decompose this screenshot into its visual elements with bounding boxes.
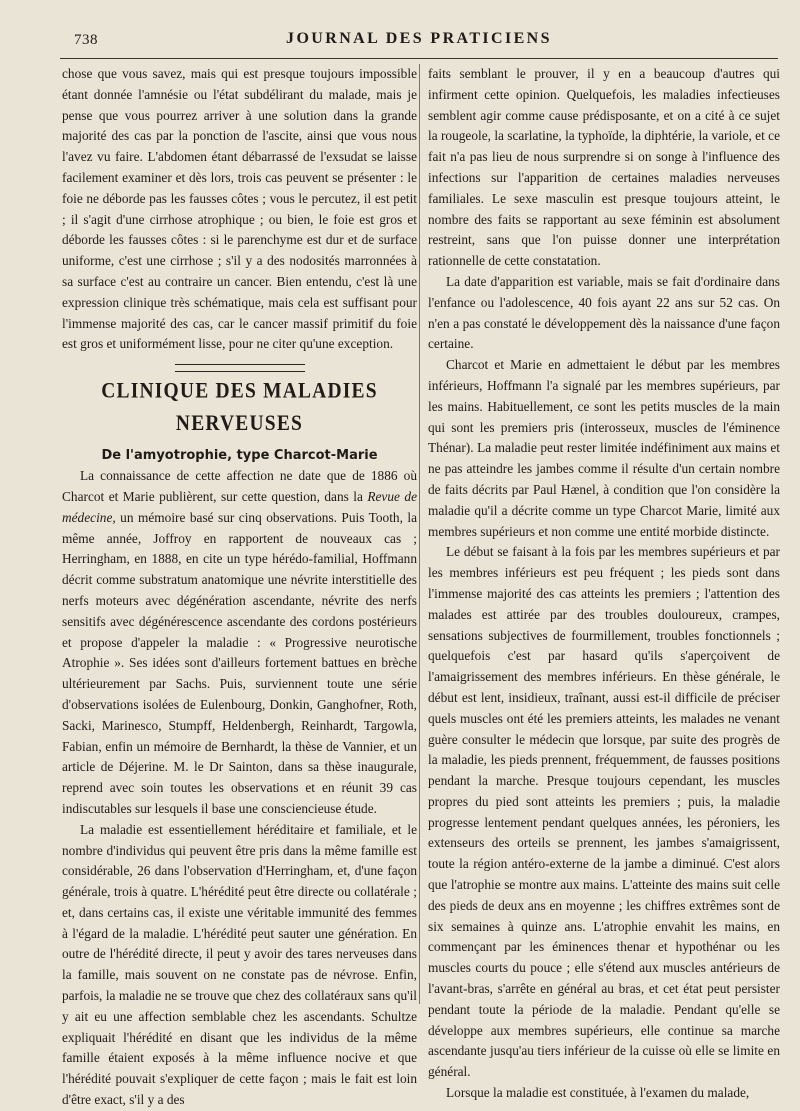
section-ornament (175, 364, 305, 372)
paragraph: faits semblant le prouver, il y en a beaucoup d'autres qui infirment cette opinion. Quelquefois, les maladies infectieuses semblent agir comme cause prédisposante, et on a cité à ce sujet la rougeole, la scarlatine, la typhoïde, la diphtérie, la variole, et ce fait n'a pas lieu de nous surprendre si on songe à l'influence des infections sur l'apparition de certaines maladies nerveuses familiales. Le sexe masculin est presque toujours atteint, le nombre des faits se rapportant au sexe féminin est absolument restreint, sans que l'on puisse donner une interprétation rationnelle de cette constatation. (428, 66, 780, 269)
paragraph: chose que vous savez, mais qui est presque toujours impossible étant donnée l'amnésie ou l'état subdélirant du malade, mais je pense que vous pourrez arriver à une solution dans la grande majorité des cas par la ponction de l'ascite, ainsi que vous nous l'avez vu faire. L'abdomen étant débarrassé de l'exsudat se laisse facilement examiner et dès lors, trois cas peuvent se présenter : le foie ne déborde pas les fausses côtes ; vous le percutez, il est petit ; il s'agit d'une cirrhose atrophique ; ou bien, le foie est gros et déborde les fausses côtes : si le parenchyme est dur et de surface uniforme, c'est une cirrhose ; s'il y a des nodosités marronnées à sa surface c'est au contraire un cancer. Bien entendu, c'est là une expression clinique très schématique, mais cela est suffisant pour l'immense majorité des cas, car le cancer massif primitif du foie est gros et uniformément lisse, pour ne citer qu'une exception. (62, 66, 417, 352)
text-run: La connaissance de cette affection ne date que de 1886 où Charcot et Marie publièrent, sur cette question, dans la (62, 468, 417, 504)
left-column (62, 64, 417, 1111)
header-rule (60, 58, 778, 59)
column-divider (419, 64, 420, 1004)
subsection-title: De l'amyotrophie, type Charcot-Marie (101, 448, 378, 464)
paragraph (62, 466, 417, 820)
text-run: un mémoire basé sur cinq observations. Puis Tooth, la même année, Joffroy en rapportent de nouveaux cas ; Herringham, en 1888, en cite un type hérédo-familial, Hoffmann décrit comme substratum anatomique une névrite interstitielle des nerfs moteurs avec dégénération ascendante, névrite des nerfs sensitifs avec dégénérescence ascendante des cordons postérieurs et propose d'appeler la maladie : « Progressive neurotische Atrophie ». Ses idées sont d'ailleurs fortement battues en brèche ultérieurement par Sachs. Puis, surviennent toute une série d'observations isolées de Eulenbourg, Donkin, Ganghofner, Roth, Sacki, Marinesco, Stumpff, Heldenbergh, Reinhardt, Targowla, Fabian, enfin un mémoire de Bernhardt, la thèse de Vannier, et un article de Déjerine. M. le Dr Sainton, dans sa thèse inaugurale, reprend avec soin toutes les observations et en réunit 39 cas indiscutables sur lesquels il base une consciencieuse étude. (62, 509, 417, 816)
paragraph: La date d'apparition est variable, mais se fait d'ordinaire dans l'enfance ou l'adolescence, 40 fois ayant 22 ans sur 52 cas. On n'en a pas constaté le développement dès la naissance d'une façon certaine. (428, 273, 780, 352)
page-header (60, 30, 778, 52)
paragraph: Charcot et Marie en admettaient le début par les membres inférieurs, Hoffmann l'a signalé par les membres supérieurs, par les mains. Habituellement, ce sont les petits muscles de la main qui sont les premiers pris (interosseux, muscles de l'éminence Thénar). La maladie peut rester limitée indéfiniment aux mains et ne pas atteindre les jambes comme il résulte d'un certain nombre de faits décrits par Paul Hænel, à condition que l'on considère la maladie qu'il a décrite comme un type Charcot Marie, limité aux membres supérieurs et non comme une entité morbide distincte. (428, 357, 780, 539)
paragraph: Lorsque la maladie est constituée, à l'examen du malade, (446, 1085, 750, 1101)
page-number: 738 (74, 32, 98, 48)
right-column (428, 64, 780, 1104)
paragraph: Le début se faisant à la fois par les membres supérieurs et par les membres inférieurs est peu fréquent ; les pieds sont dans l'immense majorité des cas atteints les premiers ; l'attention des malades est attirée par des troubles douloureux, crampes, sensations subjectives de fourmillement, troubles fonctionnels ; quelquefois c'est par hasard qu'ils s'aperçoivent de l'amaigrissement des membres inférieurs. En thèse générale, le début est lent, insidieux, traînant, aussi est-il difficile de préciser quels muscles ont été les premiers atteints, les malades ne venant guère consulter le médecin que lorsque, par suite des progrès de la maladie, les pieds prennent, fréquemment, de fausses positions pendant la marche. Presque toujours cependant, les muscles propres du pied sont atteints les premiers ; puis, la maladie progresse lentement pendant quelques années, les péroniers, les extenseurs des orteils se prennent, les jambes s'amaigrissent, toute la région antéro-externe de la jambe a diminué. C'est alors que l'atrophie se montre aux mains. L'atteinte des mains suit celle des pieds de deux ans en moyenne ; les chiffres extrêmes sont de six semaines à quinze ans. L'atrophie envahit les mains, en commençant par les éminences thenar et hypothénar ou les muscles courts du pouce ; elle s'étend aux muscles antérieurs de l'avant-bras, s'arrête en général au bras, et cet état peut persister pendant toute la période de la maladie. Pendant qu'elle se développe aux membres supérieurs, elle continue sa marche ascendante jusqu'au tiers inférieur de la cuisse où elle se limite en général. (428, 544, 780, 1080)
running-title: JOURNAL DES PRATICIENS (286, 30, 552, 47)
section-title: CLINIQUE DES MALADIES NERVEUSES (101, 379, 378, 436)
journal-title-italic: Revue de médecine, (62, 488, 417, 525)
paragraph: La maladie est essentiellement héréditaire et familiale, et le nombre d'individus qui peuvent être pris dans la même famille est considérable, 26 dans l'observation d'Herringham, et, d'une façon générale, trois à quatre. L'hérédité peut être directe ou collatérale ; et, dans certains cas, il existe une véritable immunité des femmes à l'égard de la maladie. L'hérédité peut sauter une génération. En outre de l'hérédité directe, il peut y avoir des tares nerveuses dans la famille, mais souvent on ne constate pas de névrose. Enfin, parfois, la maladie ne se trouve que chez des collatéraux sans qu'il y ait eu une affection semblable chez les ascendants. Schultze expliquait l'hérédité en disant que les individus de la même famille étaient exposés à la même influence nocive et que l'hérédité pouvait s'expliquer de cette façon ; mais le fait est loin d'être exact, s'il y a des (62, 821, 417, 1108)
